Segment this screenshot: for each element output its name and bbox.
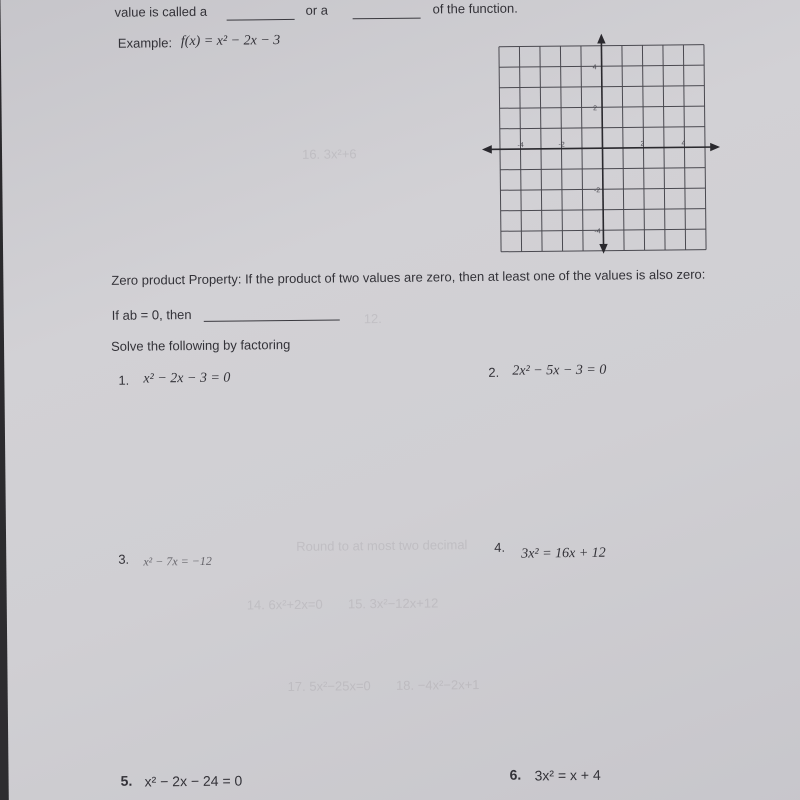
problem-number: 2. <box>488 364 500 380</box>
x-tick-label: -2 <box>558 141 565 149</box>
problem-number: 3. <box>118 551 130 567</box>
y-tick-label: -2 <box>593 187 601 195</box>
zero-product-statement: Zero product Property: If the product of two values are zero, then at least one of the values is also zero: <box>111 266 706 288</box>
coordinate-grid <box>481 32 723 255</box>
problem-number: 1. <box>118 372 130 388</box>
problem-equation: x² − 7x = −12 <box>143 553 212 569</box>
problem-equation: 3x² = 16x + 12 <box>521 545 606 562</box>
x-tick-label: 4 <box>681 140 686 148</box>
problem-number: 4. <box>494 539 506 555</box>
x-tick-label: -4 <box>517 142 524 150</box>
blank-line-1 <box>227 18 295 21</box>
problem-equation: 2x² − 5x − 3 = 0 <box>512 362 607 379</box>
header-end-text: of the function. <box>432 0 518 17</box>
bleed-through-text: Round to at most two decimal <box>296 537 468 554</box>
bleed-through-text: 14. 6x²+2x=0 15. 3x²−12x+12 <box>246 595 439 613</box>
example-label: Example: <box>117 35 173 51</box>
problem-equation: x² − 2x − 3 = 0 <box>143 370 231 387</box>
bleed-through-text: 12. <box>363 311 382 327</box>
problem-equation: x² − 2x − 24 = 0 <box>144 772 243 790</box>
bleed-through-text: 16. 3x²+6 <box>301 146 357 162</box>
y-tick-label: 2 <box>593 105 598 113</box>
header-or-text: or a <box>305 2 329 18</box>
instructions: Solve the following by factoring <box>110 336 291 354</box>
y-tick-label: 4 <box>592 64 597 72</box>
x-tick-label: 2 <box>640 140 645 148</box>
problem-equation: 3x² = x + 4 <box>534 766 601 784</box>
zero-product-if-line: If ab = 0, then <box>111 307 192 323</box>
axis-arrowhead <box>484 146 491 152</box>
y-axis <box>601 36 603 252</box>
example-function: f(x) = x² − 2x − 3 <box>180 33 281 50</box>
zero-product-blank <box>204 318 340 321</box>
y-tick-label: -4 <box>594 228 601 236</box>
blank-line-2 <box>353 17 421 20</box>
axis-arrowhead <box>598 36 604 43</box>
problem-number: 6. <box>509 766 522 783</box>
bleed-through-text: 17. 5x²−25x=0 18. −4x²−2x+1 <box>287 677 480 695</box>
header-text: value is called a <box>114 3 208 20</box>
problem-number: 5. <box>120 772 133 789</box>
axis-arrowhead <box>711 144 718 150</box>
